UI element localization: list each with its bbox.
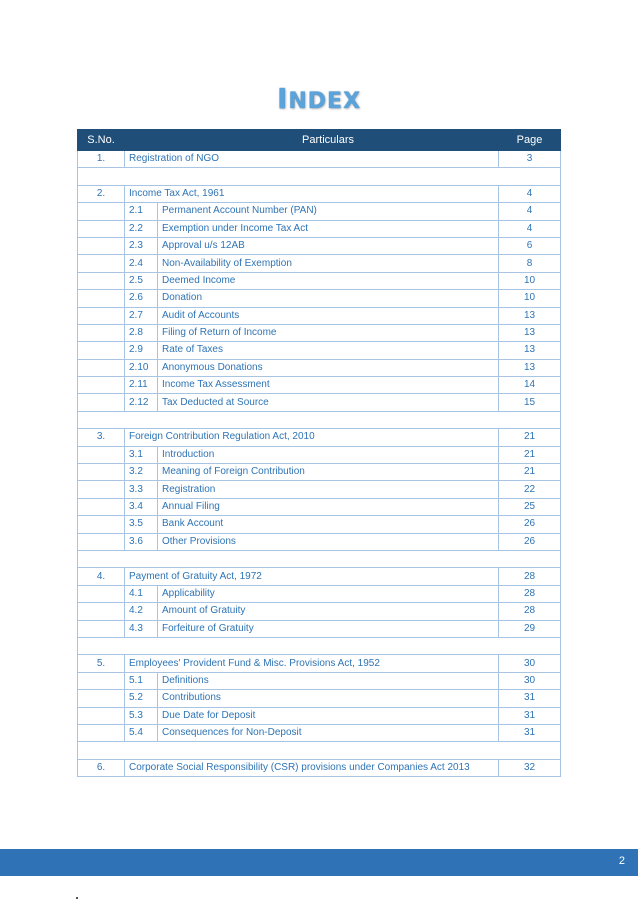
subsection-number: 2.11	[125, 377, 158, 394]
subsection-indent	[78, 324, 125, 341]
subsection-page: 13	[499, 307, 561, 324]
stray-mark	[76, 897, 78, 899]
subsection-page: 8	[499, 255, 561, 272]
subsection-indent	[78, 203, 125, 220]
header-blank	[125, 130, 158, 151]
subsection-indent	[78, 237, 125, 254]
section-number: 4.	[78, 568, 125, 585]
subsection-indent	[78, 481, 125, 498]
subsection-indent	[78, 620, 125, 637]
subsection-page: 10	[499, 290, 561, 307]
subsection-title: Income Tax Assessment	[158, 377, 499, 394]
subsection-page: 10	[499, 272, 561, 289]
section-page: 3	[499, 151, 561, 168]
subsection-row	[78, 342, 561, 359]
subsection-title: Consequences for Non-Deposit	[158, 724, 499, 741]
subsection-number: 2.7	[125, 307, 158, 324]
subsection-title: Registration	[158, 481, 499, 498]
subsection-indent	[78, 498, 125, 515]
subsection-row	[78, 446, 561, 463]
page-title	[0, 82, 638, 115]
subsection-indent	[78, 533, 125, 550]
subsection-title: Filing of Return of Income	[158, 324, 499, 341]
subsection-page: 22	[499, 481, 561, 498]
subsection-row	[78, 481, 561, 498]
subsection-title: Audit of Accounts	[158, 307, 499, 324]
subsection-indent	[78, 394, 125, 411]
subsection-number: 4.3	[125, 620, 158, 637]
subsection-title: Approval u/s 12AB	[158, 237, 499, 254]
subsection-page: 31	[499, 707, 561, 724]
subsection-title: Tax Deducted at Source	[158, 394, 499, 411]
subsection-title: Permanent Account Number (PAN)	[158, 203, 499, 220]
subsection-page: 21	[499, 464, 561, 481]
subsection-number: 2.1	[125, 203, 158, 220]
subsection-number: 4.2	[125, 603, 158, 620]
subsection-indent	[78, 516, 125, 533]
subsection-number: 5.2	[125, 690, 158, 707]
subsection-number: 2.6	[125, 290, 158, 307]
header-particulars: Particulars	[158, 130, 499, 151]
section-page: 30	[499, 655, 561, 672]
spacer-cell	[78, 637, 561, 654]
section-title: Employees' Provident Fund & Misc. Provisions Act, 1952	[125, 655, 499, 672]
section-row	[78, 655, 561, 672]
spacer-cell	[78, 168, 561, 185]
subsection-number: 3.4	[125, 498, 158, 515]
subsection-indent	[78, 220, 125, 237]
section-number: 5.	[78, 655, 125, 672]
spacer-row	[78, 411, 561, 428]
subsection-page: 26	[499, 533, 561, 550]
spacer-row	[78, 742, 561, 759]
section-number: 1.	[78, 151, 125, 168]
subsection-number: 5.1	[125, 672, 158, 689]
spacer-row	[78, 168, 561, 185]
table-header-row	[78, 130, 561, 151]
subsection-row	[78, 585, 561, 602]
subsection-row	[78, 290, 561, 307]
subsection-page: 31	[499, 724, 561, 741]
subsection-indent	[78, 446, 125, 463]
footer-bar	[0, 849, 638, 876]
subsection-indent	[78, 307, 125, 324]
subsection-row	[78, 394, 561, 411]
subsection-number: 5.4	[125, 724, 158, 741]
subsection-page: 13	[499, 324, 561, 341]
subsection-indent	[78, 359, 125, 376]
subsection-page: 31	[499, 690, 561, 707]
subsection-row	[78, 620, 561, 637]
subsection-title: Annual Filing	[158, 498, 499, 515]
subsection-number: 2.5	[125, 272, 158, 289]
subsection-indent	[78, 707, 125, 724]
section-row	[78, 429, 561, 446]
section-title: Payment of Gratuity Act, 1972	[125, 568, 499, 585]
subsection-page: 28	[499, 603, 561, 620]
subsection-row	[78, 377, 561, 394]
subsection-number: 2.2	[125, 220, 158, 237]
subsection-title: Exemption under Income Tax Act	[158, 220, 499, 237]
section-page: 32	[499, 759, 561, 776]
subsection-indent	[78, 272, 125, 289]
section-number: 2.	[78, 185, 125, 202]
subsection-row	[78, 707, 561, 724]
index-body	[78, 151, 561, 777]
subsection-number: 3.3	[125, 481, 158, 498]
subsection-page: 6	[499, 237, 561, 254]
subsection-row	[78, 672, 561, 689]
subsection-row	[78, 237, 561, 254]
subsection-indent	[78, 690, 125, 707]
subsection-title: Due Date for Deposit	[158, 707, 499, 724]
subsection-page: 15	[499, 394, 561, 411]
spacer-row	[78, 637, 561, 654]
spacer-cell	[78, 742, 561, 759]
section-title: Registration of NGO	[125, 151, 499, 168]
section-number: 6.	[78, 759, 125, 776]
header-page: Page	[499, 130, 561, 151]
subsection-row	[78, 220, 561, 237]
subsection-row	[78, 359, 561, 376]
subsection-title: Bank Account	[158, 516, 499, 533]
subsection-indent	[78, 603, 125, 620]
subsection-row	[78, 255, 561, 272]
section-title: Foreign Contribution Regulation Act, 2010	[125, 429, 499, 446]
subsection-title: Introduction	[158, 446, 499, 463]
section-page: 4	[499, 185, 561, 202]
subsection-row	[78, 307, 561, 324]
spacer-cell	[78, 550, 561, 567]
subsection-number: 3.1	[125, 446, 158, 463]
spacer-row	[78, 550, 561, 567]
subsection-indent	[78, 464, 125, 481]
subsection-number: 3.6	[125, 533, 158, 550]
subsection-page: 29	[499, 620, 561, 637]
header-sno: S.No.	[78, 130, 125, 151]
subsection-page: 30	[499, 672, 561, 689]
index-table	[77, 129, 561, 777]
subsection-indent	[78, 724, 125, 741]
subsection-page: 26	[499, 516, 561, 533]
subsection-row	[78, 533, 561, 550]
subsection-number: 2.4	[125, 255, 158, 272]
subsection-title: Applicability	[158, 585, 499, 602]
spacer-cell	[78, 411, 561, 428]
subsection-row	[78, 203, 561, 220]
subsection-row	[78, 464, 561, 481]
subsection-page: 28	[499, 585, 561, 602]
subsection-title: Forfeiture of Gratuity	[158, 620, 499, 637]
section-title: Corporate Social Responsibility (CSR) provisions under Companies Act 2013	[125, 759, 499, 776]
subsection-indent	[78, 255, 125, 272]
subsection-number: 2.8	[125, 324, 158, 341]
subsection-number: 2.3	[125, 237, 158, 254]
subsection-title: Deemed Income	[158, 272, 499, 289]
section-title: Income Tax Act, 1961	[125, 185, 499, 202]
subsection-title: Anonymous Donations	[158, 359, 499, 376]
subsection-title: Meaning of Foreign Contribution	[158, 464, 499, 481]
subsection-title: Amount of Gratuity	[158, 603, 499, 620]
section-number: 3.	[78, 429, 125, 446]
section-row	[78, 151, 561, 168]
section-page: 21	[499, 429, 561, 446]
subsection-number: 5.3	[125, 707, 158, 724]
subsection-page: 21	[499, 446, 561, 463]
section-row	[78, 568, 561, 585]
page-number: 2	[618, 855, 625, 867]
title-rest: NDEX	[288, 89, 362, 114]
subsection-number: 2.12	[125, 394, 158, 411]
subsection-row	[78, 516, 561, 533]
subsection-indent	[78, 672, 125, 689]
section-row	[78, 185, 561, 202]
subsection-title: Donation	[158, 290, 499, 307]
subsection-indent	[78, 342, 125, 359]
subsection-title: Rate of Taxes	[158, 342, 499, 359]
subsection-title: Other Provisions	[158, 533, 499, 550]
subsection-indent	[78, 290, 125, 307]
section-page: 28	[499, 568, 561, 585]
subsection-indent	[78, 377, 125, 394]
subsection-number: 3.2	[125, 464, 158, 481]
subsection-number: 2.9	[125, 342, 158, 359]
subsection-row	[78, 324, 561, 341]
title-initial: I	[276, 82, 289, 115]
section-row	[78, 759, 561, 776]
subsection-row	[78, 272, 561, 289]
subsection-page: 4	[499, 220, 561, 237]
subsection-title: Contributions	[158, 690, 499, 707]
subsection-page: 13	[499, 342, 561, 359]
subsection-title: Definitions	[158, 672, 499, 689]
subsection-number: 2.10	[125, 359, 158, 376]
subsection-row	[78, 724, 561, 741]
subsection-page: 13	[499, 359, 561, 376]
subsection-number: 4.1	[125, 585, 158, 602]
subsection-row	[78, 498, 561, 515]
subsection-title: Non-Availability of Exemption	[158, 255, 499, 272]
subsection-page: 25	[499, 498, 561, 515]
subsection-indent	[78, 585, 125, 602]
subsection-page: 14	[499, 377, 561, 394]
subsection-page: 4	[499, 203, 561, 220]
subsection-row	[78, 690, 561, 707]
subsection-row	[78, 603, 561, 620]
subsection-number: 3.5	[125, 516, 158, 533]
